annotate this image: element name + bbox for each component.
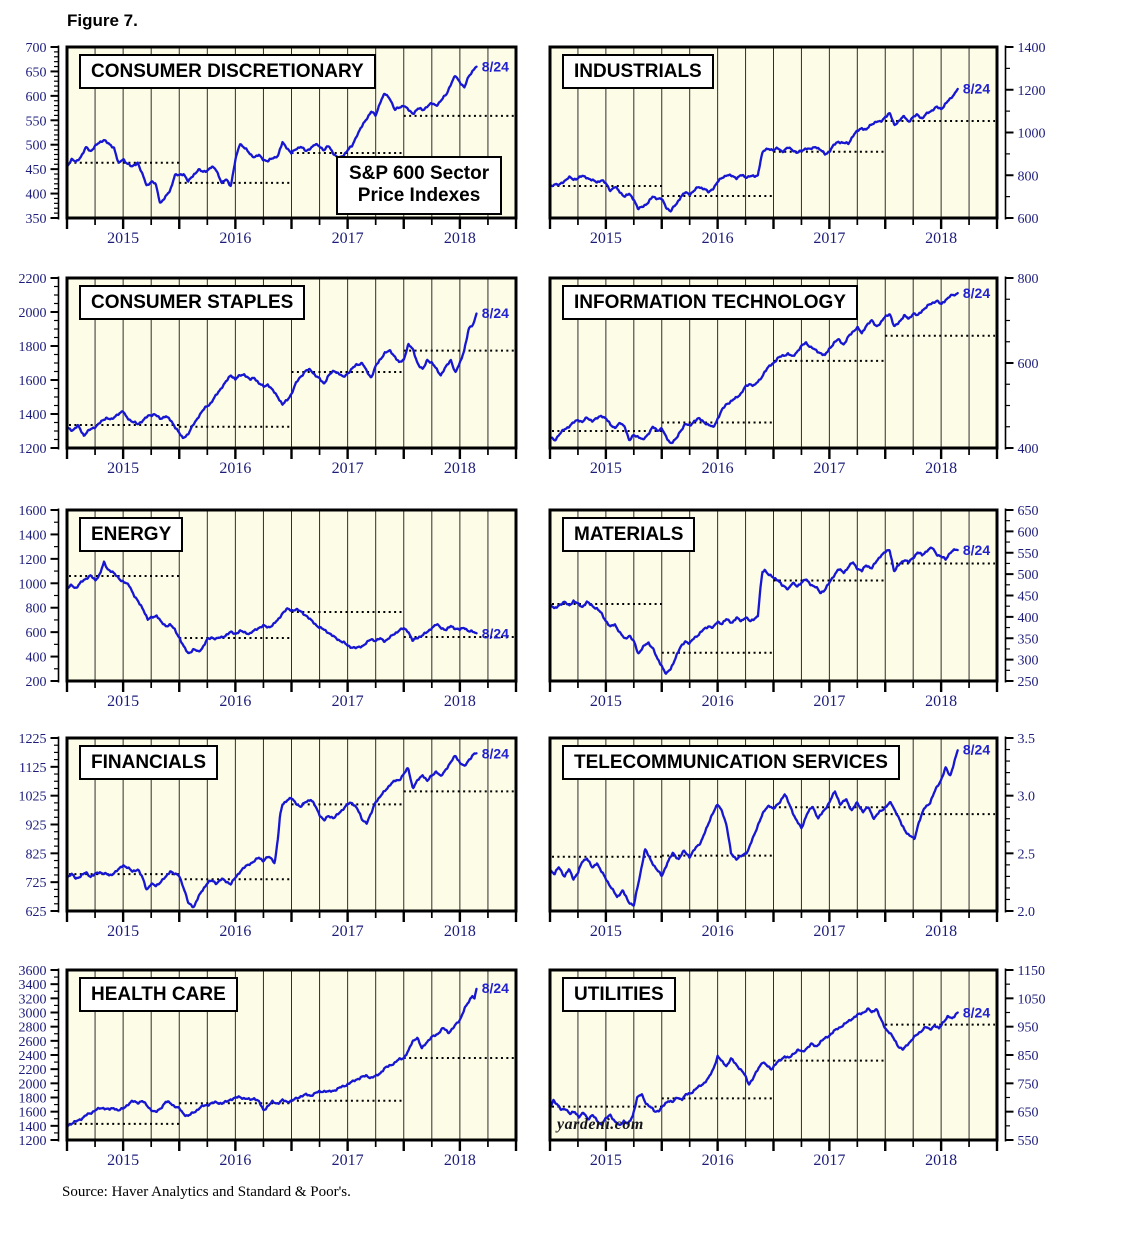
y-tick-label: 3000: [18, 1006, 47, 1022]
y-tick-label: 3.0: [1017, 789, 1035, 805]
chart-title-utilities: UTILITIES: [562, 977, 676, 1012]
chart-title-telecommunication-services: TELECOMMUNICATION SERVICES: [562, 745, 900, 780]
y-tick-label: 3.5: [1017, 732, 1035, 747]
y-tick-label: 1200: [1017, 83, 1046, 99]
y-tick-label: 725: [25, 876, 47, 892]
figure-annotation-box: [336, 156, 502, 215]
x-year-label: 2018: [925, 460, 958, 477]
y-axis-left: [19, 272, 59, 457]
x-year-label: 2018: [925, 923, 958, 940]
y-tick-label: 600: [25, 626, 47, 642]
x-year-label: 2017: [331, 230, 364, 247]
x-year-label: 2017: [331, 460, 364, 477]
end-date-label: 8/24: [962, 542, 991, 559]
x-year-label: 2015: [107, 1152, 140, 1169]
y-tick-label: 800: [25, 601, 47, 617]
y-tick-label: 400: [25, 650, 47, 666]
y-axis-right: [1006, 41, 1046, 227]
y-tick-label: 300: [1017, 653, 1039, 669]
x-year-label: 2017: [813, 923, 846, 940]
x-year-label: 2018: [925, 693, 958, 710]
x-year-label: 2016: [219, 923, 252, 940]
x-year-label: 2015: [589, 923, 622, 940]
x-year-label: 2015: [589, 460, 622, 477]
y-tick-label: 650: [1017, 504, 1039, 519]
y-tick-label: 1600: [18, 374, 47, 389]
figure-label: Figure 7.: [67, 11, 138, 30]
end-date-label: 8/24: [481, 58, 509, 75]
y-tick-label: 400: [1017, 610, 1039, 626]
x-year-label: 2018: [443, 1152, 476, 1169]
y-tick-label: 2600: [18, 1034, 47, 1050]
source-note: Source: Haver Analytics and Standard & Poor's.: [62, 1184, 351, 1200]
chart-title-financials: FINANCIALS: [79, 745, 218, 780]
x-year-label: 2017: [813, 460, 846, 477]
y-tick-label: 1000: [1017, 126, 1046, 142]
y-axis-left: [26, 41, 59, 227]
x-axis: [550, 450, 997, 478]
y-tick-label: 2.0: [1017, 905, 1035, 920]
x-axis: [550, 683, 997, 711]
y-tick-label: 1225: [18, 732, 47, 747]
y-tick-label: 600: [1017, 212, 1039, 227]
chart-title-consumer-discretionary: CONSUMER DISCRETIONARY: [79, 54, 376, 89]
x-year-label: 2015: [589, 1152, 622, 1169]
y-axis-right: [1006, 732, 1036, 920]
chart-title-industrials: INDUSTRIALS: [562, 54, 714, 89]
y-tick-label: 550: [1017, 1134, 1039, 1149]
y-tick-label: 2200: [18, 1063, 47, 1079]
y-tick-label: 600: [1017, 525, 1039, 541]
x-year-label: 2015: [107, 693, 140, 710]
y-tick-label: 925: [25, 818, 47, 834]
y-tick-label: 1800: [18, 340, 47, 355]
y-tick-label: 1025: [18, 789, 47, 805]
y-tick-label: 825: [25, 847, 47, 863]
x-year-label: 2017: [813, 1152, 846, 1169]
end-date-label: 8/24: [962, 284, 991, 301]
end-date-label: 8/24: [481, 745, 509, 762]
y-tick-label: 2.5: [1017, 847, 1035, 863]
chart-title-information-technology: INFORMATION TECHNOLOGY: [562, 285, 858, 320]
x-year-label: 2018: [443, 230, 476, 247]
end-date-label: 8/24: [481, 304, 509, 321]
y-tick-label: 500: [1017, 568, 1039, 584]
y-axis-right: [1006, 964, 1046, 1149]
x-year-label: 2015: [589, 693, 622, 710]
x-year-label: 2018: [925, 1152, 958, 1169]
y-tick-label: 350: [1017, 632, 1039, 648]
y-tick-label: 1400: [18, 1119, 47, 1135]
y-tick-label: 625: [25, 905, 47, 920]
x-year-label: 2017: [331, 1152, 364, 1169]
y-tick-label: 950: [1017, 1020, 1039, 1036]
y-tick-label: 800: [1017, 272, 1039, 287]
y-tick-label: 1050: [1017, 992, 1046, 1008]
y-tick-label: 650: [1017, 1105, 1039, 1121]
x-year-label: 2016: [219, 230, 252, 247]
y-tick-label: 1000: [18, 577, 47, 593]
y-tick-label: 2000: [18, 1077, 47, 1093]
x-year-label: 2016: [701, 1152, 734, 1169]
x-year-label: 2016: [219, 693, 252, 710]
x-axis: [67, 1142, 516, 1170]
y-tick-label: 1125: [19, 760, 47, 776]
y-tick-label: 700: [25, 41, 47, 56]
y-tick-label: 1800: [18, 1091, 47, 1107]
x-year-label: 2018: [443, 923, 476, 940]
end-date-label: 8/24: [962, 741, 991, 758]
y-tick-label: 1600: [18, 504, 47, 519]
y-tick-label: 350: [25, 212, 47, 227]
y-axis-left: [19, 732, 59, 920]
y-tick-label: 2200: [18, 272, 47, 287]
y-tick-label: 2400: [18, 1049, 47, 1064]
x-year-label: 2018: [443, 460, 476, 477]
y-tick-label: 400: [1017, 442, 1039, 457]
x-year-label: 2016: [219, 460, 252, 477]
x-axis: [550, 220, 997, 248]
y-tick-label: 500: [25, 138, 47, 154]
x-year-label: 2016: [701, 460, 734, 477]
y-axis-right: [1006, 272, 1039, 457]
y-tick-label: 3200: [18, 992, 47, 1008]
y-tick-label: 750: [1017, 1077, 1039, 1093]
end-date-label: 8/24: [481, 979, 509, 996]
y-tick-label: 1150: [1017, 964, 1045, 979]
y-tick-label: 200: [25, 675, 47, 690]
y-tick-label: 250: [1017, 675, 1039, 690]
x-axis: [550, 1142, 997, 1170]
y-tick-label: 850: [1017, 1049, 1039, 1064]
end-date-label: 8/24: [481, 625, 509, 642]
chart-title-energy: ENERGY: [79, 517, 183, 552]
x-year-label: 2016: [701, 923, 734, 940]
x-year-label: 2016: [701, 693, 734, 710]
x-axis: [67, 913, 516, 941]
x-year-label: 2016: [701, 230, 734, 247]
x-year-label: 2017: [813, 230, 846, 247]
y-tick-label: 450: [25, 163, 47, 179]
y-tick-label: 1200: [18, 552, 47, 568]
y-tick-label: 1400: [18, 408, 47, 423]
x-year-label: 2018: [443, 693, 476, 710]
y-tick-label: 1200: [18, 1134, 47, 1149]
y-tick-label: 400: [25, 187, 47, 203]
x-axis: [67, 220, 516, 248]
y-tick-label: 2800: [18, 1020, 47, 1036]
y-tick-label: 600: [1017, 357, 1039, 372]
y-tick-label: 2000: [18, 306, 47, 321]
end-date-label: 8/24: [962, 1004, 991, 1021]
y-axis-left: [19, 964, 59, 1149]
y-tick-label: 3600: [18, 964, 47, 979]
x-axis: [67, 450, 516, 478]
chart-title-materials: MATERIALS: [562, 517, 695, 552]
annotation-line-2: Price Indexes: [357, 185, 481, 207]
y-tick-label: 450: [1017, 589, 1039, 605]
yardeni-watermark: yardeni.com: [557, 1116, 644, 1133]
annotation-line-1: S&P 600 Sector: [349, 163, 490, 184]
y-tick-label: 3400: [18, 978, 47, 994]
x-year-label: 2015: [589, 230, 622, 247]
chart-title-health-care: HEALTH CARE: [79, 977, 238, 1012]
y-tick-label: 1400: [18, 528, 47, 544]
x-year-label: 2018: [925, 230, 958, 247]
y-tick-label: 1400: [1017, 41, 1046, 56]
end-date-label: 8/24: [962, 80, 991, 97]
y-tick-label: 600: [25, 89, 47, 105]
x-year-label: 2015: [107, 230, 140, 247]
y-tick-label: 1200: [18, 442, 47, 457]
x-year-label: 2017: [813, 693, 846, 710]
y-axis-left: [19, 504, 59, 690]
y-tick-label: 650: [25, 65, 47, 81]
x-year-label: 2017: [331, 923, 364, 940]
chart-title-consumer-staples: CONSUMER STAPLES: [79, 285, 305, 320]
y-tick-label: 1600: [18, 1105, 47, 1121]
x-year-label: 2016: [219, 1152, 252, 1169]
x-axis: [67, 683, 516, 711]
y-tick-label: 800: [1017, 169, 1039, 185]
x-axis: [550, 913, 997, 941]
x-year-label: 2017: [331, 693, 364, 710]
y-axis-right: [1006, 504, 1039, 690]
x-year-label: 2015: [107, 460, 140, 477]
y-tick-label: 550: [1017, 546, 1039, 562]
y-tick-label: 550: [25, 114, 47, 130]
x-year-label: 2015: [107, 923, 140, 940]
